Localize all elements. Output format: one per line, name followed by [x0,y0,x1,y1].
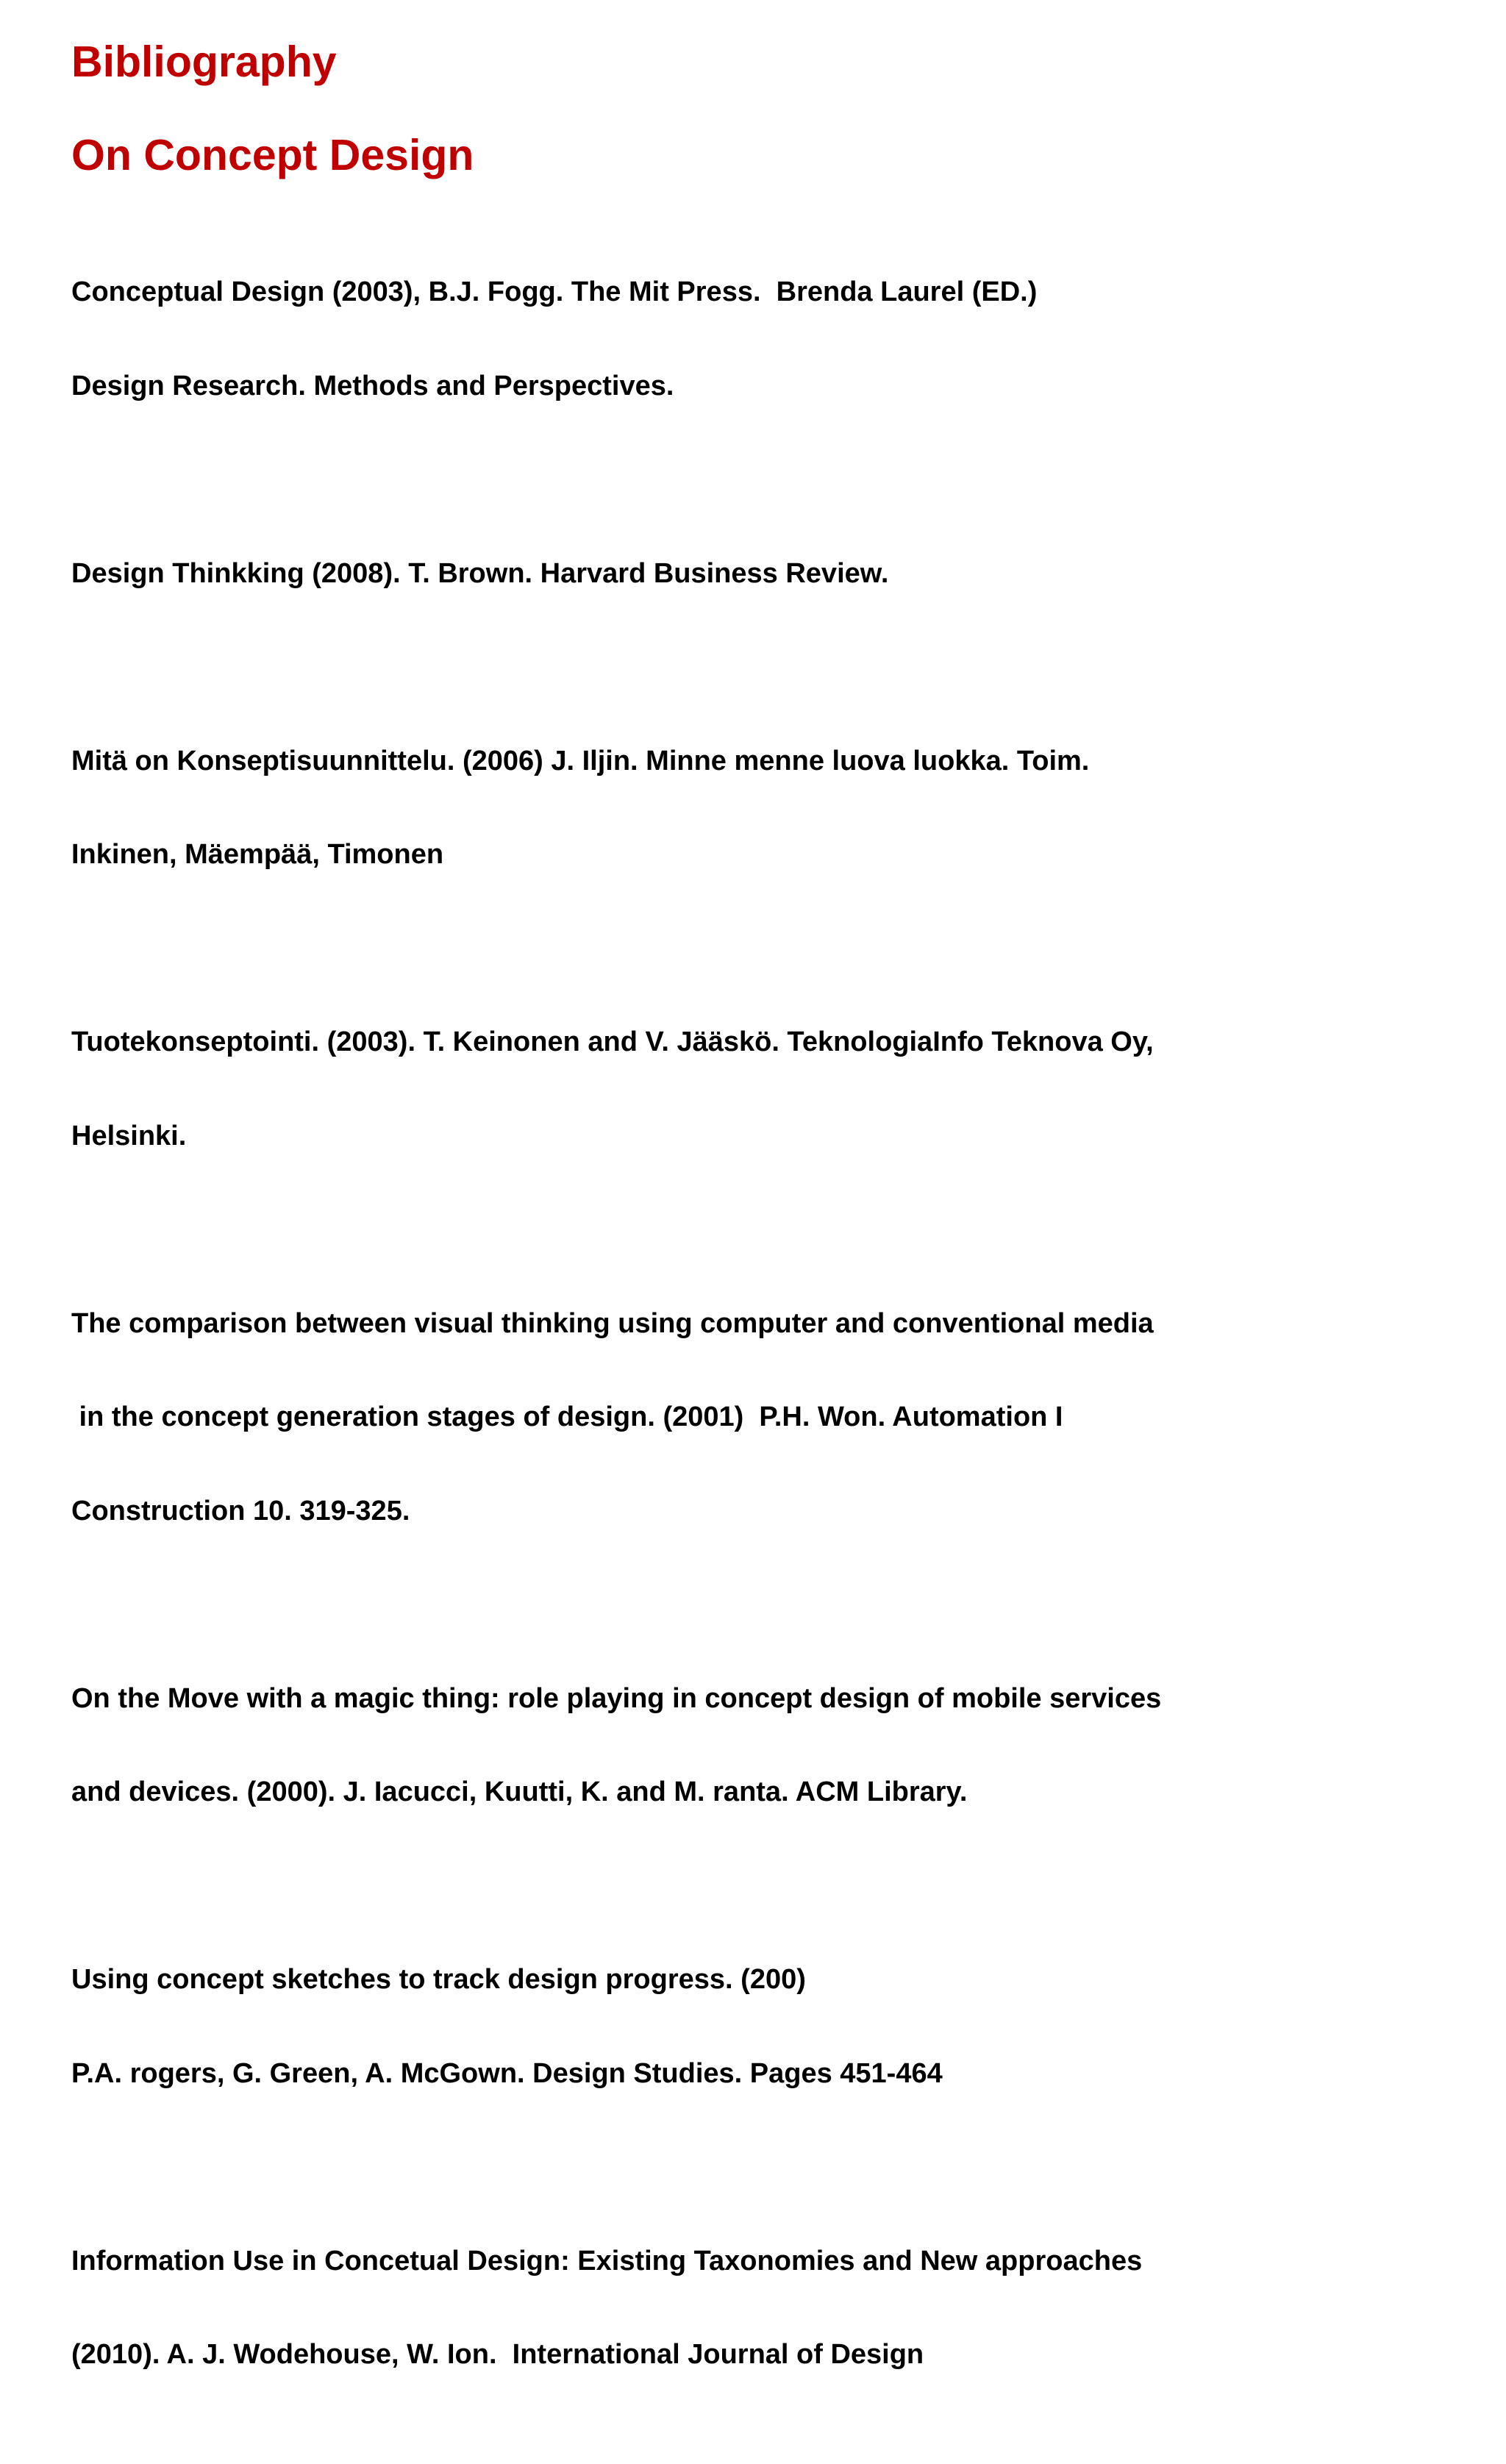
reference-list [71,214,1424,2464]
reference-line: Helsinki. [71,1120,187,1151]
reference-item [71,2183,1424,2433]
reference-item [71,683,1424,933]
reference-item [71,964,1424,1214]
reference-item [71,1901,1424,2151]
reference-line: Using concept sketches to track design progress. (200) [71,1964,806,1995]
reference-line: Conceptual Design (2003), B.J. Fogg. The Mit Press. Brenda Laurel (ED.) [71,276,1038,307]
reference-line: Design Research. Methods and Perspectives. [71,370,674,401]
reference-line: Information Use in Concetual Design: Existing Taxonomies and New approaches [71,2245,1143,2276]
slide-title: Bibliography [71,38,337,86]
reference-item [71,1621,1424,1871]
reference-item [71,214,1424,464]
reference-line: Design Thinkking (2008). T. Brown. Harvard Business Review. [71,557,889,589]
reference-line: Tuotekonseptointi. (2003). T. Keinonen and V. Jääskö. TeknologiaInfo Teknova Oy, [71,1026,1154,1057]
reference-item [71,496,1424,652]
reference-line: The comparison between visual thinking using computer and conventional media [71,1307,1154,1339]
section-heading: On Concept Design [71,131,474,179]
reference-line: Inkinen, Mäempää, Timonen [71,839,444,870]
reference-line: (2010). A. J. Wodehouse, W. Ion. International Journal of Design [71,2339,924,2370]
reference-line: and devices. (2000). J. Iacucci, Kuutti, K. and M. ranta. ACM Library. [71,1776,968,1807]
reference-line: Mitä on Konseptisuunnittelu. (2006) J. Iljin. Minne menne luova luokka. Toim. [71,745,1090,776]
reference-line: P.A. rogers, G. Green, A. McGown. Design Studies. Pages 451-464 [71,2057,943,2089]
reference-line: in the concept generation stages of design. (2001) P.H. Won. Automation I [71,1401,1063,1432]
reference-line: On the Move with a magic thing: role playing in concept design of mobile services [71,1682,1162,1714]
reference-line: Construction 10. 319-325. [71,1495,410,1526]
reference-item [71,1246,1424,1590]
